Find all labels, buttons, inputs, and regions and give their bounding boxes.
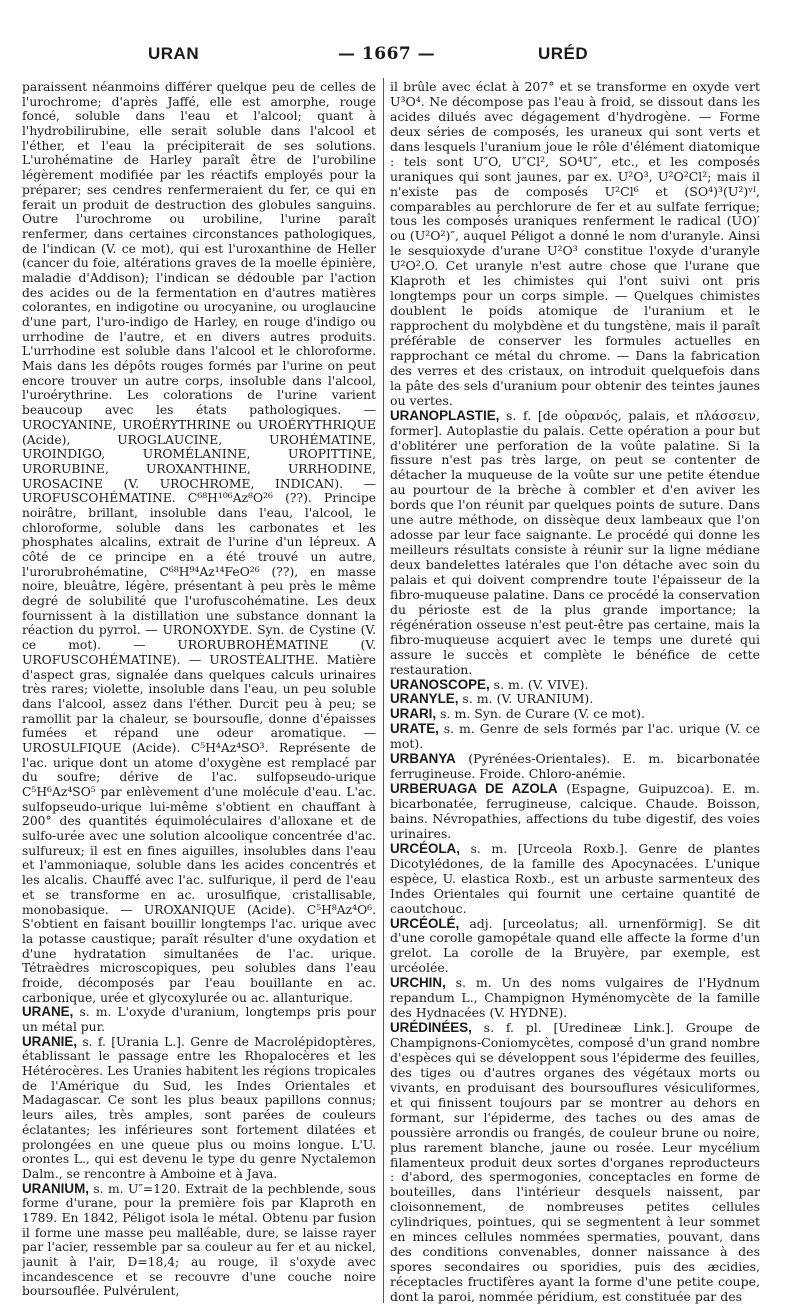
headword: URBERUAGA DE AZOLA: [390, 781, 558, 797]
left-column: [22, 80, 376, 1305]
definition: s. m. U″=120. Extrait de la pechblende, sous forme d'urane, pour la première fois par Klaproth en 1789. En 1842, Péligot isola le métal. Obtenu par fusion il forme une masse peu malléable, dure, se laisse rayer par l'acier, ressemble par sa couleur au fer et au nickel, jaunit à l'air, D=18,4; au rouge, il s'oxyde avec incandescence et se recouvre d'une couche noire boursouflée. Pulvérulent,: [22, 1181, 376, 1299]
definition: s. m. (V. VIVE).: [489, 676, 589, 692]
definition: s. m. Un des noms vulgaires de l'Hydnum repandum L., Champignon Hyménomycète de la famille des Hydnacées (V. HYDNE).: [390, 975, 760, 1021]
definition: (Pyrénées-Orientales). E. m. bicarbonatée ferrugineuse. Froide. Chloro-anémie.: [390, 751, 760, 782]
definition: s. f. pl. [Uredineæ Link.]. Groupe de Champignons-Coniomycètes, composé d'un grand nombre d'espèces qui se développent sous l'épiderme des feuilles, des tiges ou d'autres organes des végétaux morts ou vivants, en produisant des boursouflures vésiculiformes, et qui finissent toujours par se montrer au dehors en formant, sur l'épiderme, des taches ou des amas de poussière arrondis ou frangés, de couleur brune ou noire, plus rarement blanche, jaune ou rosée. Leur mycélium filamenteux produit deux sortes d'organes reproducteurs : d'abord, des spermogonies, conceptacles en forme de bouteilles, dans l'intérieur desquels naissent, par cloisonnement, de nombreuses petites cellules cylindriques, pointues, qui se segmentent à leur sommet en minces cellules nommées spermaties, pouvant, dans des conditions convenables, donner naissance à des spores secondaires ou sporidies, puis des æcidies, réceptacles fructifères ayant la forme d'une petite coupe, dont la paroi, nommée péridium, est constituée par des: [390, 1020, 760, 1304]
definition: s. m. L'oxyde d'uranium, longtemps pris pour un métal pur.: [22, 1005, 376, 1034]
headword: URANOSCOPE,: [390, 676, 490, 692]
headword: URANIE,: [22, 1033, 78, 1049]
definition: s. m. (V. URANIUM).: [458, 691, 594, 707]
definition: s. m. Genre de sels formés par l'ac. urique (V. ce mot).: [390, 721, 760, 752]
headword: URCÉOLA,: [390, 840, 460, 856]
continued-paragraph: il brûle avec éclat à 207° et se transforme en oxyde vert U³O⁴. Ne décompose pas l'eau à froid, se dissout dans les acides dilués avec dégagement d'hydrogène. — Forme deux séries de composés, les uraneux qui sont verts et dans lesquels l'uranium joue le rôle d'élément diatomique : tels sont U″O, U″Cl², SO⁴U″, etc., et les composés uraniques qui sont jaunes, par ex. U²O³, U²O²Cl²; mais il n'existe pas de composés U²Cl⁶ et (SO⁴)³(U²)ᵛᴵ, comparables au perchlorure de fer et au sulfate ferrique; tous les composés uraniques renferment le radical (UO)′ ou (U²O²)″, auquel Péligot a donné le nom d'uranyle. Ainsi le sesquioxyde d'urane U²O³ constitue l'oxyde d'uranyle U²O².O. Cet uranyle n'est autre chose que l'urane que Klaproth et les chimistes qui l'ont suivi ont pris longtemps pour un corps simple. — Quelques chimistes doublent le poids atomique de l'uranium et le rapprochent du molybdène et du tungstène, mais il paraît préférable de conserver les formules actuelles en rapprochant ce métal du chrome. — Dans la fabrication des verres et des cristaux, on introduit quelquefois dans la pâte des sels d'uranium pour obtenir des teintes jaunes ou vertes.: [390, 80, 760, 408]
definition: s. f. [de οὐρανός, palais, et πλάσσειν, former]. Autoplastie du palais. Cette opération a pour but d'oblitérer une perforation de la voûte palatine. Si la fissure n'est pas très large, on peut se contenter de détacher la muqueuse de la voûte sur une petite étendue au pourtour de la brèche à combler et d'en aviver les bords que l'on réunit par quelques points de suture. Dans une autre méthode, on dissèque deux lambeaux que l'on adosse par leur face saignante. Le procédé qui donne les meilleurs résultats consiste à réunir sur la ligne médiane deux bandelettes latérales que l'on détache avec soin du palais et qui doivent comprendre toute l'épaisseur de la fibro-muqueuse palatine. Dans ce procédé la conservation du périoste est de la plus grande importance; la régénération osseuse n'est peut-être pas certaine, mais la fibro-muqueuse acquiert avec le temps une dureté qui assure le succès et complète le bénéfice de cette restauration.: [390, 407, 760, 677]
right-column: [390, 80, 760, 1305]
entry-urate: [390, 722, 760, 752]
entry-uredinees: [390, 1021, 760, 1305]
entry-uranium: [22, 1182, 376, 1300]
running-head-right: URÉD: [538, 44, 589, 63]
headword: URCHIN,: [390, 975, 446, 991]
headword: URANOPLASTIE,: [390, 407, 500, 423]
entry-urberuaga: [390, 782, 760, 842]
entry-uranoplastie: [390, 409, 760, 678]
entry-urari: [390, 707, 760, 722]
headword: URATE,: [390, 721, 439, 737]
headword: URÉDINÉES,: [390, 1020, 472, 1036]
headword: URANYLE,: [390, 691, 459, 707]
definition: (Espagne, Guipuzcoa). E. m. bicarbonatée, ferrugineuse, calcique. Chaude. Boisson, bains. Névropathies, affections du tube digestif, des voies urinaires.: [390, 781, 760, 841]
column-divider: [383, 78, 384, 1303]
headword: URBANYA: [390, 751, 456, 767]
running-head-left: URAN: [148, 44, 200, 63]
headword: URARI,: [390, 706, 437, 722]
entry-urceole: [390, 917, 760, 977]
definition: s. f. [Urania L.]. Genre de Macrolépidoptères, établissant le passage entre les Rhopalocères et les Hétérocères. Les Uranies habitent les régions tropicales de l'Amérique du Sud, les Indes Orientales et Madagascar. Ce sont les plus beaux papillons connus; leurs ailes, très amples, sont parées de couleurs éclatantes; les inférieures sont fortement dilatées et prolongées en une queue plus ou moins longue. L'U. orontes L., qui est devenu le type du genre Nyctalemon Dalm., se rencontre à Amboine et à Java.: [22, 1034, 376, 1181]
definition: adj. [urceolatus; all. urnenförmig]. Se dit d'une corolle gamopétale quand elle affecte la forme d'un grelot. La corolle de la Bruyère, par exemple, est urcéolée.: [390, 915, 760, 976]
headword: URANE,: [22, 1004, 74, 1020]
entry-urbanya: [390, 752, 760, 782]
page-header: [0, 44, 800, 74]
definition: s. m. [Urceola Roxb.]. Genre de plantes Dicotylédones, de la famille des Apocynacées. L'unique espèce, U. elastica Roxb., est un arbuste sarmenteux des Indes Orientales qui fournit une certaine quantité de caoutchouc.: [390, 840, 760, 916]
entry-uranie: [22, 1035, 376, 1182]
headword: URCÉOLÉ,: [390, 915, 460, 931]
entry-urceola: [390, 842, 760, 917]
page-number: — 1667 —: [338, 44, 436, 64]
definition: s. m. Syn. de Curare (V. ce mot).: [436, 706, 645, 722]
entry-uranoscope: [390, 678, 760, 693]
entry-uranyle: [390, 692, 760, 707]
continued-paragraph: paraissent néanmoins différer quelque peu de celles de l'urochrome; d'après Jaffé, elle est amorphe, rouge foncé, soluble dans l'eau et l'alcool; quant à l'hydrobilirubine, elle serait soluble dans l'alcool et l'éther, et l'eau la précipiterait de ses solutions. L'urohématine de Harley paraît être de l'urobiline légèrement modifiée par les réactifs employés pour la préparer; ses cendres renfermeraient du fer, ce qui en ferait un produit de destruction des globules sanguins. Outre l'urochrome ou urobiline, l'urine paraît renfermer, dans certaines circonstances pathologiques, de l'indican (V. ce mot), qui est l'uroxanthine de Heller (cancer du foie, altérations graves de la moelle épinière, maladie d'Addison); l'indican se dédouble par l'action des acides ou de la fermentation en d'autres matières colorantes, en indigotine ou urocyanine, ou uroglaucine d'une part, l'uro-indigo de Harley, en rouge d'indigo ou urrhodine de l'autre, et en divers autres produits. L'urrhodine est soluble dans l'alcool et le chloroforme. Mais dans les dépôts rouges formés par l'urine on peut encore trouver un autre corps, insoluble dans l'alcool, l'uroérythrine. Les colorations de l'urine varient beaucoup avec les états pathologiques. — UROCYANINE, UROÉRYTHRINE ou UROÉRYTHRIQUE (Acide), UROGLAUCINE, UROHÉMATINE, UROINDIGO, UROMÉLANINE, UROPITTINE, URORUBINE, UROXANTHINE, URRHODINE, UROSACINE (V. UROCHROME, INDICAN). — UROFUSCOHÉMATINE. C⁶⁸H¹⁰⁶Az⁸O²⁶ (??). Principe noirâtre, brillant, insoluble dans l'eau, l'alcool, le chloroforme, soluble dans les carbonates et les phosphates alcalins, extrait de l'urine d'un lépreux. A côté de ce principe en a été trouvé un autre, l'urorubrohématine, C⁶⁸H⁹⁴Az¹⁴FeO²⁶ (??), en masse noire, bleuâtre, légère, présentant à peu près le même degré de solubilité que l'urofuscohématine. Les deux fournissent à la distillation une substance donnant la réaction du pyrrol. — URONOXYDE. Syn. de Cystine (V. ce mot). — URORUBROHÉMATINE (V. UROFUSCOHÉMATINE). — UROSTÉALITHE. Matière d'aspect gras, signalée dans quelques calculs urinaires très rares; violette, insoluble dans l'eau, un peu soluble dans l'alcool, assez dans l'éther. Durcit peu à peu; se ramollit par la chaleur, se boursoufle, donne d'épaisses fumées et répand une odeur aromatique. — UROSULFIQUE (Acide). C⁵H⁴Az⁴SO³. Représente de l'ac. urique dont un atome d'oxygène est remplacé par du soufre; dérive de l'ac. sulfopseudo-urique C⁵H⁶Az⁴SO⁵ par enlèvement d'une molécule d'eau. L'ac. sulfopseudo-urique lui-même s'obtient en chauffant à 200° des quantités équimoléculaires d'alloxane et de sulfo-urée avec une solution alcoolique concentrée d'ac. sulfureux; il est en fines aiguilles, insolubles dans l'eau et l'ammoniaque, soluble dans les acides concentrés et les alcalis. Chauffé avec l'ac. sulfurique, il perd de l'eau et se transforme en ac. urosulfique, cristallisable, monobasique. — UROXANIQUE (Acide). C⁵H⁸Az⁴O⁶. S'obtient en faisant bouillir longtemps l'ac. urique avec la potasse caustique; paraît résulter d'une oxydation et d'une hydratation simultanées de l'ac. urique. Tétraèdres microscopiques, peu solubles dans l'eau froide, décomposés par l'eau bouillante en ac. carbonique, urée et glycoxylurée ou ac. allanturique.: [22, 80, 376, 1005]
entry-urchin: [390, 976, 760, 1021]
entry-urane: [22, 1005, 376, 1034]
headword: URANIUM,: [22, 1180, 89, 1196]
